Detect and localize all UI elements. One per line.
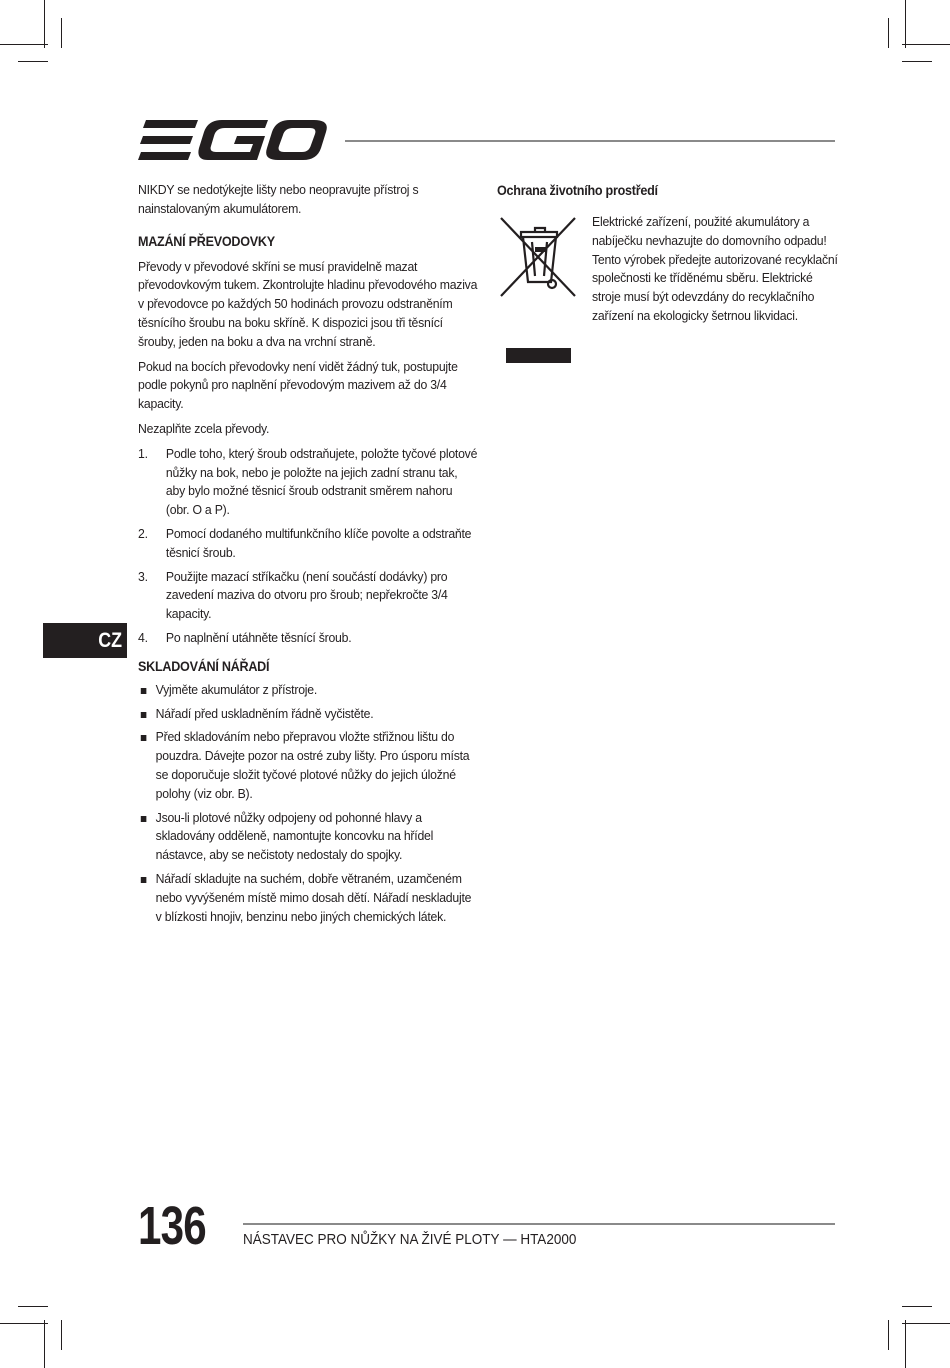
step-number: 2. — [138, 525, 148, 541]
list-item — [138, 445, 477, 520]
list-item — [138, 705, 477, 724]
item-text: Nářadí před uskladněním řádně vyčistěte. — [155, 705, 374, 721]
language-tab-label: CZ — [98, 629, 122, 652]
section-heading-environment: Ochrana životního prostředí — [497, 182, 658, 198]
list-item — [138, 870, 477, 926]
storage-list — [138, 681, 477, 927]
right-column — [497, 181, 837, 362]
left-column — [138, 181, 478, 931]
header-rule — [345, 140, 835, 142]
square-bullet-icon — [141, 712, 147, 718]
step-number: 1. — [138, 445, 148, 461]
item-text: Před skladováním nebo přepravou vložte střižnou lištu do pouzdra. Dávejte pozor na ostré zuby lišty. Pro úsporu místa se doporučuje složit tyčové plotové nůžky do jejich úložné polohy (viz obr. B). — [155, 729, 470, 801]
crop-mark — [905, 0, 906, 48]
square-bullet-icon — [141, 877, 147, 883]
list-item — [138, 681, 477, 700]
list-item — [138, 568, 477, 624]
crop-mark — [902, 1323, 950, 1324]
crop-mark — [888, 18, 889, 48]
crop-mark — [888, 1320, 889, 1350]
section-heading-storage: SKLADOVÁNÍ NÁŘADÍ — [138, 657, 270, 674]
crop-mark — [902, 1306, 932, 1307]
crop-mark — [44, 1320, 45, 1368]
item-text: Vyjměte akumulátor z přístroje. — [155, 681, 318, 697]
square-bullet-icon — [141, 735, 147, 741]
paragraph: Nezaplňte zcela převody. — [138, 420, 270, 436]
list-item — [138, 809, 477, 865]
list-item — [138, 525, 477, 563]
page-number: 136 — [138, 1196, 206, 1256]
environment-block — [497, 212, 837, 362]
weee-bar — [506, 348, 571, 363]
list-item — [138, 629, 477, 648]
lubrication-steps — [138, 445, 477, 648]
crop-mark — [905, 1320, 906, 1368]
crop-mark — [902, 44, 950, 45]
crop-mark — [18, 61, 48, 62]
environment-paragraph: Elektrické zařízení, použité akumulátory a nabíječku nevhazujte do domovního odpadu! Tento výrobek předejte autorizované recyklační společnosti ke tříděnému sběru. Elektrické stroje musí být odevzdány do recyklačního zařízení na ekologicky šetrnou likvidaci. — [592, 214, 838, 323]
section-heading-lubrication: MAZÁNÍ PŘEVODOVKY — [138, 232, 275, 249]
item-text: Jsou-li plotové nůžky odpojeny od pohonné hlavy a skladovány odděleně, namontujte koncovku na hřídel nástavce, aby se nečistoty nedostaly do spojky. — [155, 809, 434, 863]
crop-mark — [61, 18, 62, 48]
paragraph: Převody v převodové skříni se musí pravidelně mazat převodovkovým tukem. Zkontrolujte hladinu převodového maziva v převodovce po každých 50 hodinách provozu odstraněním těsnícího šroubu na boku skříně. K dispozici jsou tři těsnící šrouby, jeden na boku a dva na vrchní straně. — [138, 258, 478, 349]
intro-block — [138, 181, 477, 219]
crop-mark — [0, 44, 48, 45]
step-text: Po naplnění utáhněte těsnící šroub. — [165, 629, 352, 645]
step-text: Použijte mazací stříkačku (není součástí dodávky) pro zavedení maziva do otvoru pro šroub; nepřekročte 3/4 kapacity. — [165, 568, 448, 622]
footer-title: NÁSTAVEC PRO NŮŽKY NA ŽIVÉ PLOTY — HTA2000 — [243, 1231, 577, 1248]
storage-section — [138, 681, 477, 927]
ego-logo — [138, 118, 328, 162]
crop-mark — [902, 61, 932, 62]
lubrication-section — [138, 258, 477, 648]
footer-rule — [243, 1223, 835, 1225]
crop-mark — [0, 1323, 48, 1324]
step-number: 4. — [138, 629, 148, 645]
paragraph: Pokud na bocích převodovky není vidět žádný tuk, postupujte podle pokynů pro naplnění převodovým mazivem až do 3/4 kapacity. — [138, 358, 458, 412]
crop-mark — [44, 0, 45, 48]
step-text: Podle toho, který šroub odstraňujete, položte tyčové plotové nůžky na bok, nebo je položte na jejich zadní stranu tak, aby bylo možné těsnicí šroub odstranit směrem nahoru (obr. O a P). — [165, 445, 478, 518]
square-bullet-icon — [141, 688, 147, 694]
intro-paragraph: NIKDY se nedotýkejte lišty nebo neopravujte přístroj s nainstalovaným akumulátorem. — [138, 182, 419, 216]
square-bullet-icon — [141, 816, 147, 822]
list-item — [138, 728, 477, 803]
crop-mark — [61, 1320, 62, 1350]
environment-text-box — [592, 213, 862, 326]
step-number: 3. — [138, 568, 148, 584]
crop-mark — [18, 1306, 48, 1307]
language-tab — [43, 623, 127, 658]
step-text: Pomocí dodaného multifunkčního klíče povolte a odstraňte těsnicí šroub. — [165, 525, 472, 560]
item-text: Nářadí skladujte na suchém, dobře větraném, uzamčeném nebo vyvýšeném místě mimo dosah dětí. Nářadí neskladujte v blízkosti hnojiv, benzinu nebo jiných chemických látek. — [155, 870, 472, 924]
crossed-out-wheelie-bin-icon — [497, 212, 581, 304]
